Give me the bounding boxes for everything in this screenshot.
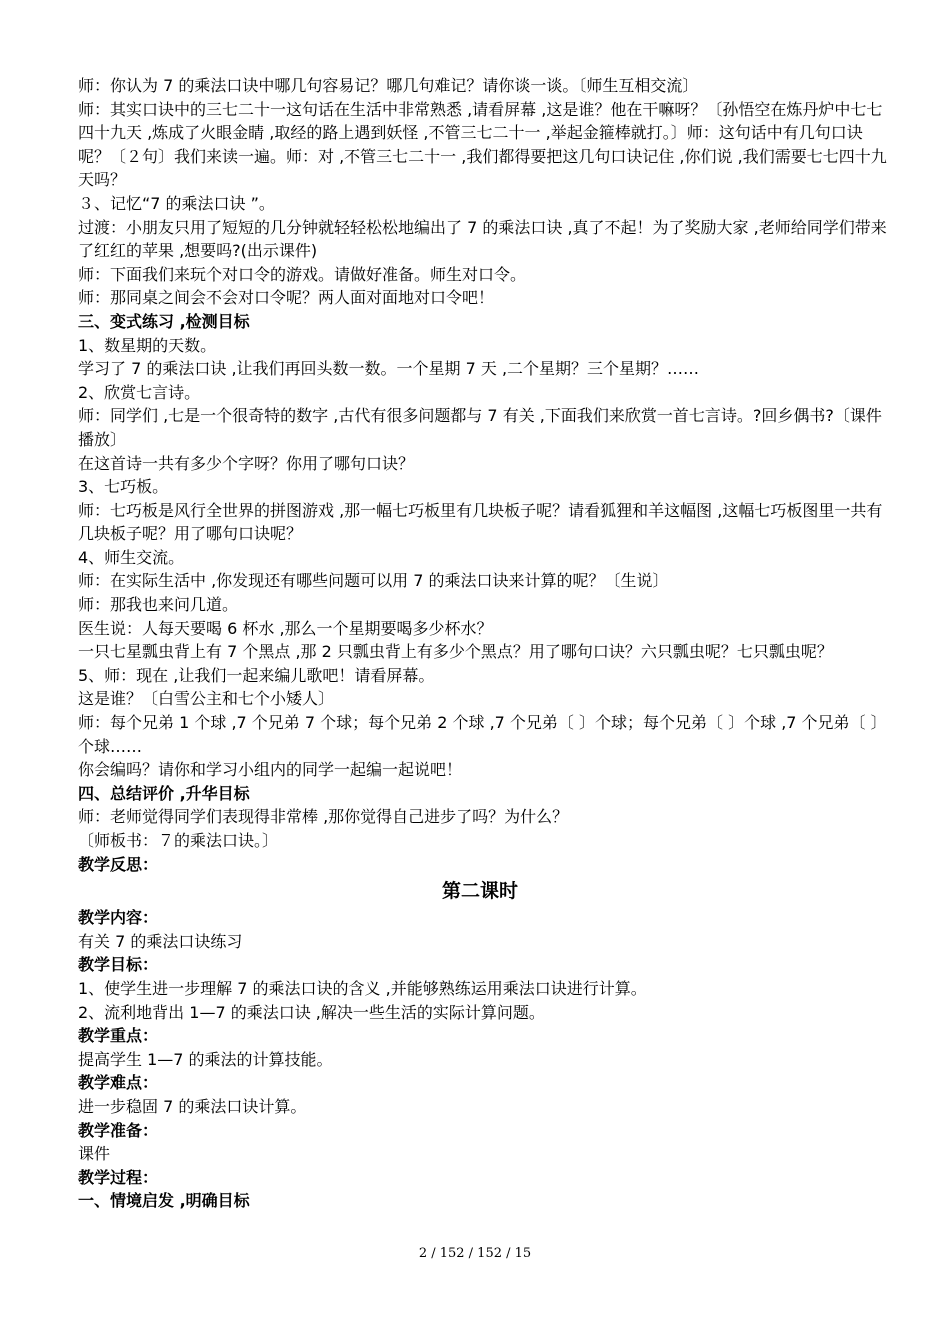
paragraph: 课件 (78, 1144, 111, 1164)
section-heading: 教学目标： (78, 955, 159, 975)
paragraph: 过渡：小朋友只用了短短的几分钟就轻轻松松地编出了 7 的乘法口诀 ,真了不起！为了奖励大家 ,老师给同学们带来了红红的苹果 ,想要吗?(出示课件) (78, 217, 887, 261)
paragraph: ３、记忆“7 的乘法口诀 ”。 (78, 193, 275, 213)
section-heading: 教学过程： (78, 1167, 159, 1187)
section-heading: 一、情境启发 ,明确目标 (78, 1191, 250, 1211)
paragraph: 师：同学们 ,七是一个很奇特的数字 ,古代有很多问题都与 7 有关 ,下面我们来欣赏一首七言诗。?回乡偶书?〔课件播放〕 (78, 406, 882, 449)
paragraph: 2、流利地背出 1—7 的乘法口诀 ,解决一些生活的实际计算问题。 (78, 1002, 545, 1022)
section-heading: 教学难点： (78, 1073, 159, 1093)
paragraph: 师：下面我们来玩个对口令的游戏。请做好准备。师生对口令。 (78, 264, 527, 284)
paragraph: 在这首诗一共有多少个字呀？你用了哪句口诀？ (78, 453, 415, 473)
document-body (68, 74, 892, 1213)
lesson-title: 第二课时 (441, 880, 518, 903)
paragraph: 一只七星瓢虫背上有 7 个黑点 ,那 2 只瓢虫背上有多少个黑点？用了哪句口诀？六只瓢虫呢？七只瓢虫呢？ (78, 642, 833, 662)
section-heading: 教学内容： (78, 908, 159, 928)
paragraph: 提高学生 1—7 的乘法的计算技能。 (78, 1049, 333, 1069)
paragraph: 师：老师觉得同学们表现得非常棒 ,那你觉得自己进步了吗？为什么？ (78, 807, 569, 827)
paragraph: 1、使学生进一步理解 7 的乘法口诀的含义 ,并能够熟练运用乘法口诀进行计算。 (78, 978, 647, 998)
paragraph: 〔师板书：７的乘法口诀。〕 (78, 831, 279, 850)
paragraph: 师：七巧板是风行全世界的拼图游戏 ,那一幅七巧板里有几块板子呢？请看狐狸和羊这幅图 ,这幅七巧板图里一共有几块板子呢？用了哪句口诀呢？ (78, 500, 883, 544)
paragraph: 你会编吗？请你和学习小组内的同学一起编一起说吧！ (78, 760, 463, 780)
paragraph: 进一步稳固 7 的乘法口诀计算。 (78, 1096, 307, 1116)
paragraph: 医生说：人每天要喝 6 杯水 ,那么一个星期要喝多少杯水？ (78, 618, 493, 638)
section-heading: 教学重点： (78, 1026, 159, 1046)
section-heading: 三、变式练习 ,检测目标 (78, 311, 250, 331)
paragraph: 5、师：现在 ,让我们一起来编儿歌吧！请看屏幕。 (78, 665, 435, 685)
paragraph: 1、数星期的天数。 (78, 335, 217, 355)
paragraph: 师：那同桌之间会不会对口令呢？两人面对面地对口令吧！ (78, 288, 495, 308)
paragraph: 4、师生交流。 (78, 547, 185, 567)
paragraph: 师：每个兄弟 1 个球 ,7 个兄弟 7 个球；每个兄弟 2 个球 ,7 个兄弟〔 〕个球；每个兄弟〔 〕个球 ,7 个兄弟〔 〕个球…… (78, 713, 887, 756)
section-heading: 四、总结评价 ,升华目标 (78, 783, 250, 803)
paragraph: 2、欣赏七言诗。 (78, 382, 201, 402)
paragraph: 3、七巧板。 (78, 477, 169, 497)
paragraph: 学习了 7 的乘法口诀 ,让我们再回头数一数。一个星期 7 天 ,二个星期？三个星期？…… (78, 359, 700, 379)
paragraph: 有关 7 的乘法口诀练习 (78, 931, 243, 951)
paragraph: 师：其实口诀中的三七二十一这句话在生活中非常熟悉 ,请看屏幕 ,这是谁？他在干嘛呀？〔孙悟空在炼丹炉中七七四十九天 ,炼成了火眼金睛 ,取经的路上遇到妖怪 ,不管三七二十一 ,举起金箍棒就打。〕师：这句话中有几句口诀呢？〔２句〕我们来读一遍。师：对 ,不管三七二十一 ,我们都得要把这几句口诀记住 ,你们说 ,我们需要七七四十九天吗？ (78, 99, 887, 190)
page-number-footer: 2 / 152 / 152 / 15 (418, 1246, 532, 1261)
paragraph: 师：那我也来问几道。 (78, 595, 239, 615)
paragraph: 师：你认为 7 的乘法口诀中哪几句容易记？哪几句难记？请你谈一谈。〔师生互相交流〕 (78, 76, 699, 95)
section-heading: 教学反思： (78, 854, 159, 874)
paragraph: 这是谁？〔白雪公主和七个小矮人〕 (78, 689, 335, 709)
paragraph: 师：在实际生活中 ,你发现还有哪些问题可以用 7 的乘法口诀来计算的呢？〔生说〕 (78, 571, 669, 591)
section-heading: 教学准备： (78, 1120, 159, 1140)
